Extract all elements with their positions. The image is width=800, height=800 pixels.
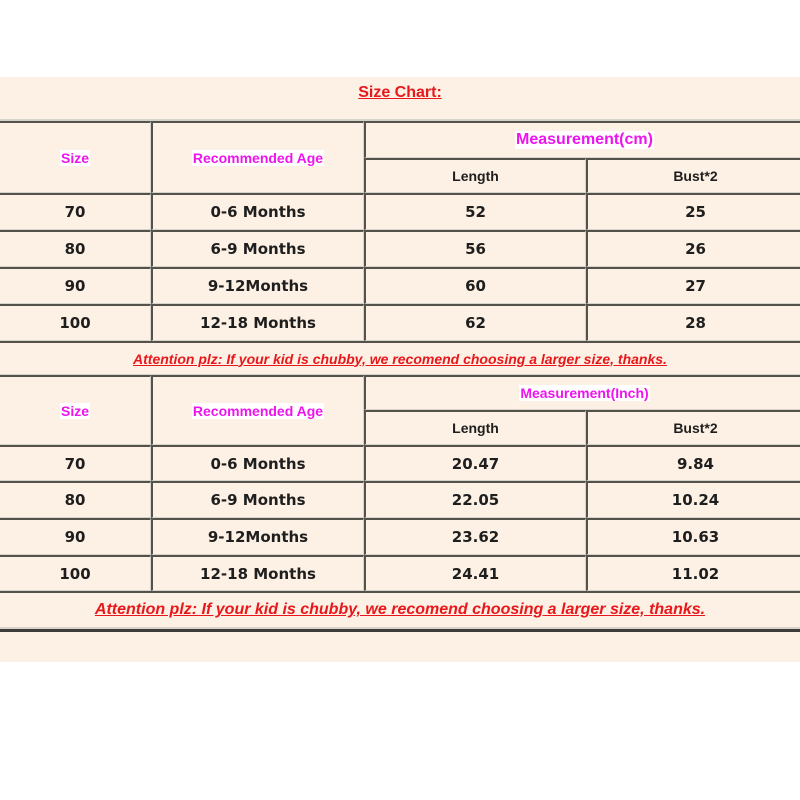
size-chart-panel xyxy=(0,77,800,662)
size-value: 100 xyxy=(59,564,91,583)
attention-note-cm xyxy=(0,341,800,375)
header-length: Length xyxy=(452,420,499,436)
header-measurement: Measurement(cm) xyxy=(516,131,653,148)
size-value: 90 xyxy=(64,528,86,546)
age-value: 6-9 Months xyxy=(210,240,306,258)
size-cell xyxy=(0,304,151,341)
length-cell xyxy=(364,304,586,341)
age-cell xyxy=(151,445,364,481)
bust-value: 25 xyxy=(685,203,706,221)
length-cell xyxy=(364,555,586,591)
header-age: Recommended Age xyxy=(192,149,324,166)
header-length-cell xyxy=(364,410,586,445)
header-bust-cell xyxy=(586,158,800,193)
bust-value: 27 xyxy=(685,277,706,295)
header-size-cell xyxy=(0,375,151,445)
size-cell xyxy=(0,193,151,230)
age-value: 0-6 Months xyxy=(210,203,306,221)
length-value: 20.47 xyxy=(451,454,500,473)
size-cell xyxy=(0,555,151,591)
bust-value: 9.84 xyxy=(676,454,714,473)
header-size: Size xyxy=(60,149,89,166)
length-value: 22.05 xyxy=(451,491,500,509)
age-value: 12-18 Months xyxy=(200,314,316,332)
length-value: 60 xyxy=(465,277,486,295)
bust-cell xyxy=(586,555,800,591)
age-cell xyxy=(151,230,364,267)
length-value: 23.62 xyxy=(451,528,500,546)
header-age-cell xyxy=(151,375,364,445)
size-value: 70 xyxy=(64,203,86,221)
length-cell xyxy=(364,518,586,555)
age-cell xyxy=(151,518,364,555)
bust-value: 28 xyxy=(685,314,706,332)
size-value: 100 xyxy=(59,314,91,332)
header-measurement-cell xyxy=(364,121,800,158)
length-value: 56 xyxy=(465,240,486,258)
length-cell xyxy=(364,267,586,304)
length-value: 24.41 xyxy=(451,564,500,583)
header-bust: Bust*2 xyxy=(673,168,718,184)
length-cell xyxy=(364,481,586,518)
length-cell xyxy=(364,445,586,481)
age-value: 12-18 Months xyxy=(200,564,316,583)
attention-text: Attention plz: If your kid is chubby, we recomend choosing a larger size, thanks. xyxy=(94,601,706,618)
age-cell xyxy=(151,481,364,518)
age-value: 9-12Months xyxy=(207,528,309,546)
table-bottom-border xyxy=(0,629,800,632)
header-length: Length xyxy=(452,168,499,184)
bust-value: 26 xyxy=(685,240,706,258)
header-size-cell xyxy=(0,121,151,193)
header-bust-cell xyxy=(586,410,800,445)
length-cell xyxy=(364,193,586,230)
age-value: 9-12Months xyxy=(207,277,309,295)
bust-cell xyxy=(586,267,800,304)
bust-cell xyxy=(586,445,800,481)
size-value: 70 xyxy=(64,454,86,473)
bust-cell xyxy=(586,518,800,555)
age-cell xyxy=(151,555,364,591)
size-cell xyxy=(0,481,151,518)
age-value: 0-6 Months xyxy=(210,454,306,473)
size-cell xyxy=(0,518,151,555)
size-cell xyxy=(0,445,151,481)
size-cell xyxy=(0,267,151,304)
size-cell xyxy=(0,230,151,267)
bust-value: 10.24 xyxy=(671,491,720,509)
size-value: 80 xyxy=(64,491,86,509)
header-measurement-cell xyxy=(364,375,800,410)
header-bust: Bust*2 xyxy=(673,420,718,436)
size-value: 90 xyxy=(64,277,86,295)
age-cell xyxy=(151,267,364,304)
header-length-cell xyxy=(364,158,586,193)
length-value: 52 xyxy=(465,203,486,221)
length-cell xyxy=(364,230,586,267)
size-chart-title xyxy=(0,79,800,121)
bust-cell xyxy=(586,193,800,230)
bust-value: 11.02 xyxy=(671,564,720,583)
age-cell xyxy=(151,193,364,230)
title-text: Size Chart: xyxy=(358,84,442,101)
attention-text: Attention plz: If your kid is chubby, we recomend choosing a larger size, thanks. xyxy=(133,350,667,367)
header-size: Size xyxy=(60,402,89,419)
header-age-cell xyxy=(151,121,364,193)
bust-cell xyxy=(586,230,800,267)
size-value: 80 xyxy=(64,240,86,258)
header-measurement: Measurement(Inch) xyxy=(520,385,649,401)
length-value: 62 xyxy=(465,314,486,332)
age-value: 6-9 Months xyxy=(210,491,306,509)
header-age: Recommended Age xyxy=(192,402,324,419)
bust-cell xyxy=(586,304,800,341)
age-cell xyxy=(151,304,364,341)
bust-cell xyxy=(586,481,800,518)
attention-note-inch xyxy=(0,591,800,629)
bust-value: 10.63 xyxy=(671,528,720,546)
